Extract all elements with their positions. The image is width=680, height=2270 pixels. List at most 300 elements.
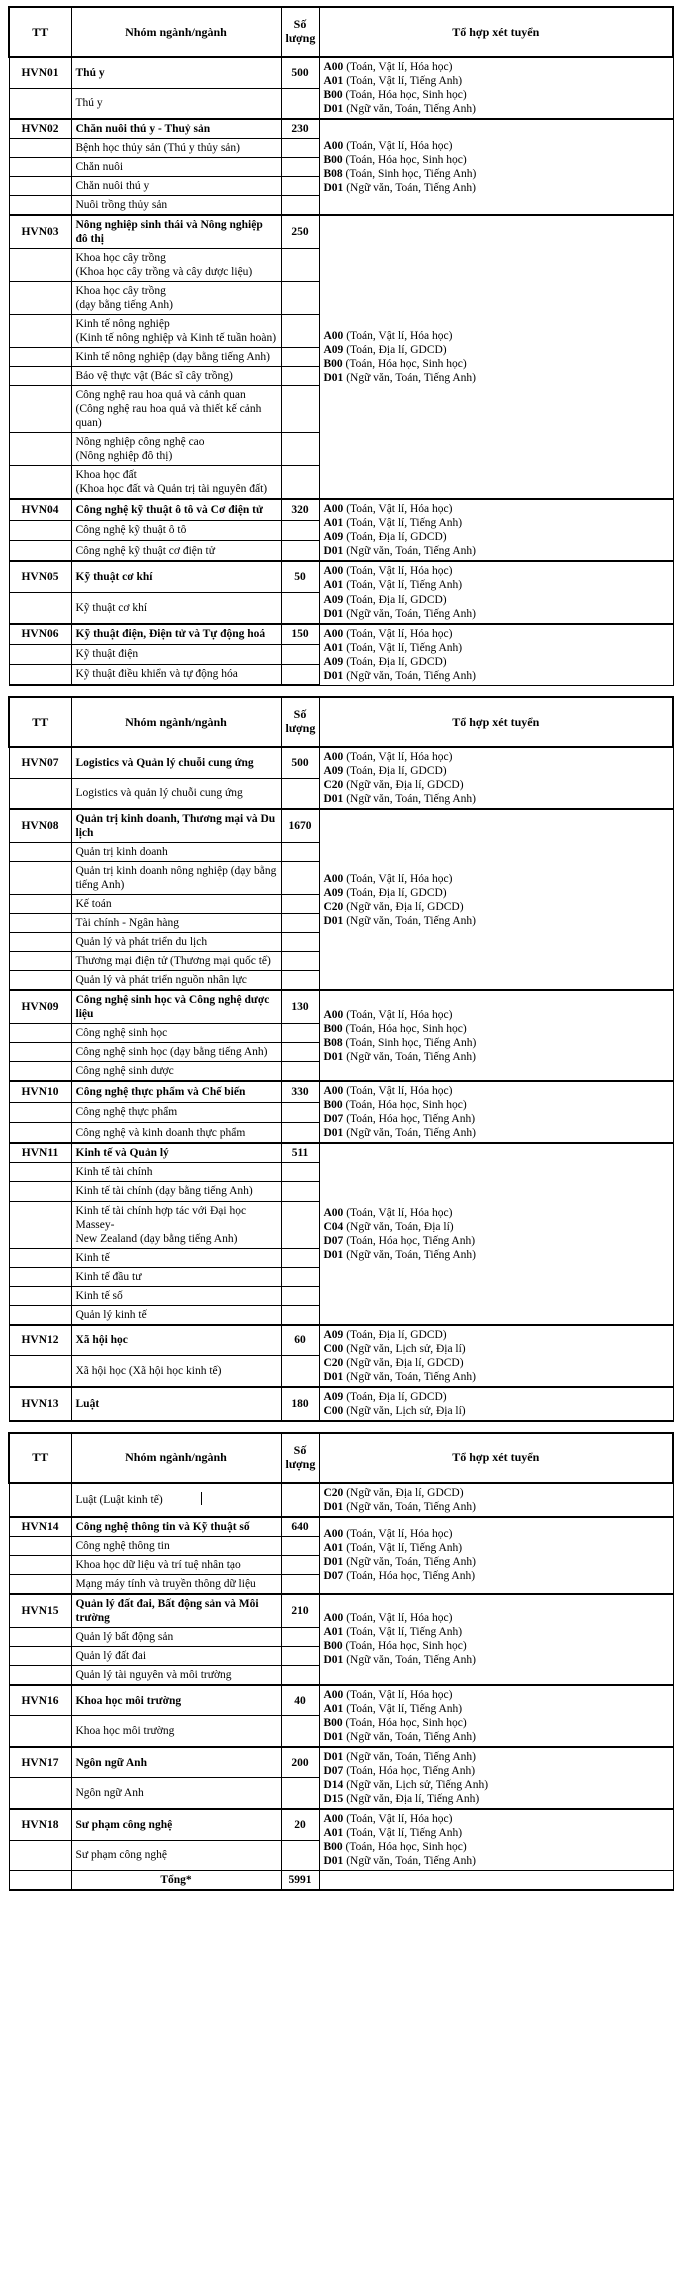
- combination-subjects: (Ngữ văn, Toán, Tiếng Anh): [346, 1249, 476, 1262]
- sub-code-empty: [9, 386, 71, 433]
- sub-code-empty: [9, 644, 71, 664]
- combination-line: [324, 564, 669, 578]
- combination-code: A09: [323, 344, 344, 357]
- group-quantity: 250: [281, 215, 319, 249]
- sub-code-empty: [9, 282, 71, 315]
- combination-code: A01: [323, 1542, 344, 1555]
- group-name: Nông nghiệp sinh thái và Nông nghiệp đô thị: [71, 215, 281, 249]
- combination-subjects: (Toán, Vật lí, Hóa học): [346, 565, 453, 578]
- combination-code: D01: [323, 1127, 344, 1140]
- group-code: HVN14: [9, 1517, 71, 1537]
- combination-line: [324, 669, 669, 683]
- combination-line: [324, 1750, 669, 1764]
- combination-code: A01: [323, 579, 344, 592]
- sub-quantity-empty: [281, 315, 319, 348]
- combination-line: [324, 1625, 669, 1639]
- combination-code: A00: [323, 503, 344, 516]
- combination-subjects: (Toán, Vật lí, Tiếng Anh): [346, 75, 463, 88]
- sub-code-empty: [9, 1536, 71, 1555]
- combination-subjects: (Ngữ văn, Toán, Tiếng Anh): [346, 1500, 476, 1513]
- group-name: Công nghệ thực phẩm và Chế biến: [71, 1081, 281, 1102]
- group-row: [9, 624, 673, 645]
- group-code: HVN16: [9, 1685, 71, 1716]
- sub-quantity-empty: [281, 1627, 319, 1646]
- combination-code: D07: [323, 1764, 344, 1777]
- sub-quantity-empty: [281, 1163, 319, 1182]
- combination-cell: [319, 1325, 673, 1387]
- sub-code-empty: [9, 1716, 71, 1747]
- sub-code-empty: [9, 778, 71, 809]
- sub-quantity-empty: [281, 933, 319, 952]
- text-cursor-caret: [201, 1492, 202, 1505]
- combination-cell: [319, 1594, 673, 1685]
- sub-quantity-empty: [281, 593, 319, 624]
- combination-code: A00: [323, 1008, 344, 1021]
- sub-name: Công nghệ sinh dược: [71, 1062, 281, 1082]
- combination-subjects: (Ngữ văn, Toán, Tiếng Anh): [346, 103, 476, 116]
- combination-code: D01: [323, 545, 344, 558]
- group-code: HVN13: [9, 1387, 71, 1421]
- sub-quantity-empty: [281, 541, 319, 562]
- group-name: Kỹ thuật điện, Điện tử và Tự động hoá: [71, 624, 281, 645]
- sub-name: Công nghệ thực phẩm: [71, 1102, 281, 1122]
- combination-line: [324, 1486, 669, 1500]
- combination-line: [324, 792, 669, 806]
- combination-line: [324, 1206, 669, 1220]
- combination-line: [324, 1764, 669, 1778]
- combination-line: [324, 1826, 669, 1840]
- group-name: Công nghệ thông tin và Kỹ thuật số: [71, 1517, 281, 1537]
- combination-subjects: (Toán, Hóa học, Tiếng Anh): [346, 1570, 476, 1583]
- group-name: Kinh tế và Quản lý: [71, 1143, 281, 1163]
- group-name: Luật: [71, 1387, 281, 1421]
- combination-subjects: (Toán, Sinh học, Tiếng Anh): [345, 168, 477, 181]
- combination-line: [324, 153, 669, 167]
- sub-quantity-empty: [281, 1840, 319, 1870]
- sub-code-empty: [9, 1555, 71, 1574]
- sub-name: Công nghệ và kinh doanh thực phẩm: [71, 1123, 281, 1144]
- sub-name: Công nghệ sinh học: [71, 1024, 281, 1043]
- group-code: HVN10: [9, 1081, 71, 1102]
- combination-code: D01: [323, 372, 344, 385]
- sub-code-empty: [9, 88, 71, 119]
- combination-code: A01: [323, 641, 344, 654]
- combination-code: A01: [323, 1827, 344, 1840]
- sub-quantity-empty: [281, 1778, 319, 1809]
- combination-code: B00: [323, 1640, 343, 1653]
- combination-line: [324, 1036, 669, 1050]
- sub-code-empty: [9, 914, 71, 933]
- combination-cell: [319, 119, 673, 215]
- combination-subjects: (Toán, Địa lí, GDCD): [346, 655, 447, 668]
- sub-name: Quản lý đất đai: [71, 1646, 281, 1665]
- sub-name: Quản trị kinh doanh nông nghiệp (dạy bằng tiếng Anh): [71, 862, 281, 895]
- sub-name: Quản lý và phát triển nguồn nhân lực: [71, 971, 281, 991]
- combination-code: D01: [323, 1249, 344, 1262]
- group-quantity: 60: [281, 1325, 319, 1356]
- sub-name: Công nghệ thông tin: [71, 1536, 281, 1555]
- sub-name: Kinh tế số: [71, 1286, 281, 1305]
- combination-cell: [319, 1517, 673, 1594]
- admissions-table: [8, 1432, 674, 1891]
- combination-line: [324, 607, 669, 621]
- sub-code-empty: [9, 895, 71, 914]
- table-header-row: [9, 1433, 673, 1483]
- combination-cell: [319, 499, 673, 561]
- combination-subjects: (Toán, Vật lí, Tiếng Anh): [346, 641, 463, 654]
- column-header-combination: Tổ hợp xét tuyển: [319, 7, 673, 57]
- combination-subjects: (Ngữ văn, Địa lí, GDCD): [346, 1356, 464, 1369]
- column-header-quantity-inner: [286, 1444, 315, 1472]
- column-header-quantity-line1: Số: [293, 17, 307, 32]
- combination-subjects: (Ngữ văn, Toán, Tiếng Anh): [346, 1370, 476, 1383]
- combination-line: [324, 60, 669, 74]
- combination-code: A00: [323, 1612, 344, 1625]
- combination-code: D07: [323, 1570, 344, 1583]
- group-code: HVN01: [9, 57, 71, 88]
- sub-name: Kinh tế tài chính (dạy bằng tiếng Anh): [71, 1182, 281, 1201]
- sub-name: Khoa học môi trường: [71, 1716, 281, 1747]
- combination-subjects: (Ngữ văn, Toán, Tiếng Anh): [346, 669, 476, 682]
- combination-line: [324, 530, 669, 544]
- sub-code-empty: [9, 1163, 71, 1182]
- sub-name: Bảo vệ thực vật (Bác sĩ cây trồng): [71, 367, 281, 386]
- combination-line: [324, 914, 669, 928]
- sub-code-empty: [9, 367, 71, 386]
- combination-line: [324, 1702, 669, 1716]
- sub-code-empty: [9, 177, 71, 196]
- combination-line: [324, 1812, 669, 1826]
- column-header-name: Nhóm ngành/ngành: [71, 697, 281, 747]
- combination-cell: [319, 1143, 673, 1324]
- combination-subjects: (Toán, Địa lí, GDCD): [346, 593, 447, 606]
- combination-code: D01: [323, 1500, 344, 1513]
- combination-code: A00: [323, 61, 344, 73]
- group-row: [9, 561, 673, 592]
- sub-quantity-empty: [281, 139, 319, 158]
- sub-code-empty: [9, 952, 71, 971]
- combination-line: [324, 750, 669, 764]
- total-combination-empty: [319, 1871, 673, 1891]
- combination-line: [324, 329, 669, 343]
- column-header-quantity-line1: Số: [293, 707, 307, 722]
- combination-code: A00: [323, 872, 344, 885]
- group-quantity: 200: [281, 1747, 319, 1778]
- column-header-quantity: [281, 1433, 319, 1483]
- combination-line: [324, 1112, 669, 1126]
- combination-subjects: (Ngữ văn, Địa lí, Tiếng Anh): [346, 1792, 480, 1805]
- combination-code: D01: [323, 1370, 344, 1383]
- column-header-tt: TT: [9, 7, 71, 57]
- combination-line: [324, 1328, 669, 1342]
- combination-code: A00: [323, 627, 344, 640]
- sub-quantity-empty: [281, 367, 319, 386]
- sub-name: Khoa học đất (Khoa học đất và Quản trị tài nguyên đất): [71, 466, 281, 500]
- group-code: HVN02: [9, 119, 71, 139]
- group-row: [9, 57, 673, 88]
- column-header-quantity-line2: lượng: [285, 31, 316, 45]
- combination-cell: [319, 1483, 673, 1517]
- sub-quantity-empty: [281, 177, 319, 196]
- combination-cell: [319, 1809, 673, 1871]
- combination-code: A00: [323, 1813, 344, 1825]
- combination-subjects: (Toán, Vật lí, Tiếng Anh): [346, 1827, 463, 1840]
- sub-name: Mạng máy tính và truyền thông dữ liệu: [71, 1574, 281, 1594]
- sub-quantity-empty: [281, 664, 319, 685]
- sub-code-empty: [9, 1305, 71, 1325]
- combination-subjects: (Toán, Địa lí, GDCD): [346, 1390, 447, 1403]
- combination-subjects: (Toán, Hóa học, Sinh học): [345, 1841, 467, 1854]
- column-header-quantity-line1: Số: [293, 1442, 307, 1457]
- sub-name: Quản lý tài nguyên và môi trường: [71, 1665, 281, 1685]
- combination-line: [324, 74, 669, 88]
- combination-subjects: (Ngữ văn, Toán, Tiếng Anh): [346, 1556, 476, 1569]
- total-label: Tổng*: [71, 1871, 281, 1891]
- combination-code: A09: [323, 655, 344, 668]
- combination-line: [324, 181, 669, 195]
- sub-quantity-empty: [281, 1102, 319, 1122]
- sub-quantity-empty: [281, 971, 319, 991]
- group-quantity: 210: [281, 1594, 319, 1628]
- group-row: [9, 1081, 673, 1102]
- combination-cell: [319, 990, 673, 1081]
- combination-line: [324, 655, 669, 669]
- column-header-quantity: [281, 7, 319, 57]
- combination-line: [324, 1778, 669, 1792]
- sub-code-empty: [9, 1267, 71, 1286]
- group-quantity: 511: [281, 1143, 319, 1163]
- combination-subjects: (Toán, Hóa học, Tiếng Anh): [346, 1113, 476, 1126]
- combination-code: C20: [323, 779, 344, 792]
- sub-quantity-empty: [281, 1716, 319, 1747]
- combination-subjects: (Toán, Địa lí, GDCD): [346, 344, 447, 357]
- combination-code: A09: [323, 765, 344, 778]
- combination-code: D15: [323, 1792, 344, 1805]
- combination-line: [324, 502, 669, 516]
- combination-line: [324, 1840, 669, 1854]
- combination-code: A09: [323, 1328, 344, 1341]
- combination-subjects: (Toán, Vật lí, Hóa học): [346, 751, 453, 764]
- combination-subjects: (Toán, Vật lí, Tiếng Anh): [346, 1702, 463, 1715]
- combination-code: D01: [323, 1855, 344, 1868]
- column-header-quantity: [281, 697, 319, 747]
- sub-name: Kỹ thuật điện: [71, 644, 281, 664]
- group-row: [9, 1747, 673, 1778]
- sub-name: Thú y: [71, 88, 281, 119]
- combination-line: [324, 1390, 669, 1404]
- combination-subjects: (Ngữ văn, Lịch sử, Địa lí): [346, 1404, 466, 1417]
- sub-code-empty: [9, 1627, 71, 1646]
- combination-code: A00: [323, 751, 344, 764]
- column-header-name: Nhóm ngành/ngành: [71, 1433, 281, 1483]
- group-name: Thú y: [71, 57, 281, 88]
- group-code: HVN07: [9, 747, 71, 778]
- combination-line: [324, 1050, 669, 1064]
- sub-code-empty: [9, 158, 71, 177]
- combination-subjects: (Toán, Vật lí, Hóa học): [346, 627, 453, 640]
- sub-code-empty: [9, 541, 71, 562]
- total-row: [9, 1871, 673, 1891]
- combination-code: C20: [323, 1356, 344, 1369]
- combination-subjects: (Toán, Vật lí, Hóa học): [346, 140, 453, 153]
- combination-line: [324, 1500, 669, 1514]
- sub-code-empty: [9, 1182, 71, 1201]
- combination-subjects: (Toán, Vật lí, Hóa học): [346, 1612, 453, 1625]
- sub-quantity-empty: [281, 1182, 319, 1201]
- sub-code-empty: [9, 1201, 71, 1248]
- sub-quantity-empty: [281, 196, 319, 216]
- combination-line: [324, 1356, 669, 1370]
- sub-quantity-empty: [281, 914, 319, 933]
- combination-subjects: (Ngữ văn, Toán, Tiếng Anh): [346, 372, 476, 385]
- combination-subjects: (Ngữ văn, Toán, Tiếng Anh): [346, 545, 476, 558]
- column-header-quantity-line2: lượng: [285, 1456, 316, 1471]
- sub-quantity-empty: [281, 158, 319, 177]
- sub-code-empty: [9, 520, 71, 540]
- sub-code-empty: [9, 433, 71, 466]
- sub-code-empty: [9, 348, 71, 367]
- group-row: [9, 747, 673, 778]
- group-name: Kỹ thuật cơ khí: [71, 561, 281, 592]
- sub-name: Khoa học dữ liệu và trí tuệ nhân tạo: [71, 1555, 281, 1574]
- sub-name: Công nghệ rau hoa quả và cảnh quan (Công nghệ rau hoa quả và thiết kế cảnh quan): [71, 386, 281, 433]
- sub-quantity-empty: [281, 1646, 319, 1665]
- group-quantity: 130: [281, 990, 319, 1024]
- group-code: HVN09: [9, 990, 71, 1024]
- combination-code: D01: [323, 182, 344, 195]
- table-header-row: [9, 7, 673, 57]
- combination-cell: [319, 215, 673, 499]
- combination-line: [324, 1541, 669, 1555]
- sub-quantity-empty: [281, 1574, 319, 1594]
- combination-code: A01: [323, 75, 344, 88]
- sub-quantity-empty: [281, 433, 319, 466]
- combination-subjects: (Toán, Vật lí, Hóa học): [346, 1688, 453, 1701]
- sub-name: Kỹ thuật cơ khí: [71, 593, 281, 624]
- sub-name: Chăn nuôi thú y: [71, 177, 281, 196]
- sub-quantity-empty: [281, 1536, 319, 1555]
- group-row: [9, 809, 673, 843]
- sub-code-empty: [9, 1286, 71, 1305]
- combination-line: [324, 1555, 669, 1569]
- total-quantity: 5991: [281, 1871, 319, 1891]
- sub-name: Kinh tế đầu tư: [71, 1267, 281, 1286]
- sub-quantity-empty: [281, 843, 319, 862]
- combination-subjects: (Ngữ văn, Toán, Tiếng Anh): [346, 1050, 476, 1063]
- combination-code: D01: [323, 793, 344, 806]
- group-name: Ngôn ngữ Anh: [71, 1747, 281, 1778]
- column-header-quantity-inner: [286, 18, 315, 46]
- combination-subjects: (Ngữ văn, Địa lí, GDCD): [346, 900, 464, 913]
- combination-line: [324, 371, 669, 385]
- group-quantity: 20: [281, 1809, 319, 1840]
- combination-line: [324, 1022, 669, 1036]
- combination-subjects: (Toán, Địa lí, GDCD): [346, 765, 447, 778]
- combination-code: B00: [323, 358, 343, 371]
- group-code: HVN15: [9, 1594, 71, 1628]
- sub-quantity-empty: [281, 778, 319, 809]
- sub-quantity-empty: [281, 895, 319, 914]
- sub-code-empty: [9, 1646, 71, 1665]
- combination-line: [324, 578, 669, 592]
- combination-line: [324, 1611, 669, 1625]
- combination-code: A09: [323, 886, 344, 899]
- combination-line: [324, 1527, 669, 1541]
- combination-line: [324, 1653, 669, 1667]
- combination-line: [324, 886, 669, 900]
- group-code: HVN11: [9, 1143, 71, 1163]
- combination-line: [324, 778, 669, 792]
- group-code: HVN12: [9, 1325, 71, 1356]
- sub-name: Luật (Luật kinh tế): [71, 1483, 281, 1517]
- combination-code: C04: [323, 1221, 344, 1234]
- sub-name: Chăn nuôi: [71, 158, 281, 177]
- sub-name: Công nghệ kỹ thuật ô tô: [71, 520, 281, 540]
- combination-line: [324, 516, 669, 530]
- group-name: Công nghệ kỹ thuật ô tô và Cơ điện tử: [71, 499, 281, 520]
- sub-code-empty: [9, 664, 71, 685]
- sub-name: Thương mại điện tử (Thương mại quốc tế): [71, 952, 281, 971]
- combination-line: [324, 343, 669, 357]
- sub-code-empty: [9, 466, 71, 500]
- group-code: HVN18: [9, 1809, 71, 1840]
- group-quantity: 180: [281, 1387, 319, 1421]
- combination-code: D01: [323, 607, 344, 620]
- combination-subjects: (Toán, Địa lí, GDCD): [346, 1328, 447, 1341]
- combination-code: D07: [323, 1235, 344, 1248]
- sub-quantity-empty: [281, 952, 319, 971]
- group-quantity: 50: [281, 561, 319, 592]
- sub-quantity-empty: [281, 1062, 319, 1082]
- sub-code-empty: [9, 1062, 71, 1082]
- sub-quantity-empty: [281, 1248, 319, 1267]
- combination-subjects: (Ngữ văn, Toán, Tiếng Anh): [346, 1127, 476, 1140]
- group-quantity: 500: [281, 747, 319, 778]
- combination-subjects: (Toán, Vật lí, Hóa học): [346, 503, 453, 516]
- group-name: Khoa học môi trường: [71, 1685, 281, 1716]
- sub-code-empty: [9, 1043, 71, 1062]
- sub-quantity-empty: [281, 348, 319, 367]
- combination-subjects: (Toán, Hóa học, Sinh học): [345, 1022, 467, 1035]
- group-name: Quản trị kinh doanh, Thương mại và Du lịch: [71, 809, 281, 843]
- combination-line: [324, 357, 669, 371]
- sub-name: Khoa học cây trồng (dạy bằng tiếng Anh): [71, 282, 281, 315]
- group-name: Quản lý đất đai, Bất động sản và Môi trường: [71, 1594, 281, 1628]
- sub-code-empty: [9, 249, 71, 282]
- sub-name: Nuôi trồng thủy sản: [71, 196, 281, 216]
- combination-cell: [319, 561, 673, 623]
- combination-subjects: (Toán, Vật lí, Hóa học): [346, 61, 453, 73]
- sub-name: Sư phạm công nghệ: [71, 1840, 281, 1870]
- column-header-quantity-line2: lượng: [285, 721, 316, 736]
- sub-name: Quản lý kinh tế: [71, 1305, 281, 1325]
- sub-code-empty: [9, 315, 71, 348]
- column-header-name: Nhóm ngành/ngành: [71, 7, 281, 57]
- combination-subjects: (Toán, Hóa học, Sinh học): [345, 1640, 467, 1653]
- sub-quantity-empty: [281, 249, 319, 282]
- group-row: [9, 990, 673, 1024]
- combination-subjects: (Ngữ văn, Toán, Tiếng Anh): [346, 1855, 476, 1868]
- sub-name: Công nghệ sinh học (dạy bằng tiếng Anh): [71, 1043, 281, 1062]
- combination-line: [324, 1639, 669, 1653]
- combination-line: [324, 1342, 669, 1356]
- sub-quantity-empty: [281, 1043, 319, 1062]
- combination-line: [324, 102, 669, 116]
- combination-code: D01: [323, 1654, 344, 1667]
- combination-subjects: (Ngữ văn, Lịch sử, Địa lí): [346, 1342, 466, 1355]
- sub-quantity-empty: [281, 466, 319, 500]
- combination-cell: [319, 747, 673, 809]
